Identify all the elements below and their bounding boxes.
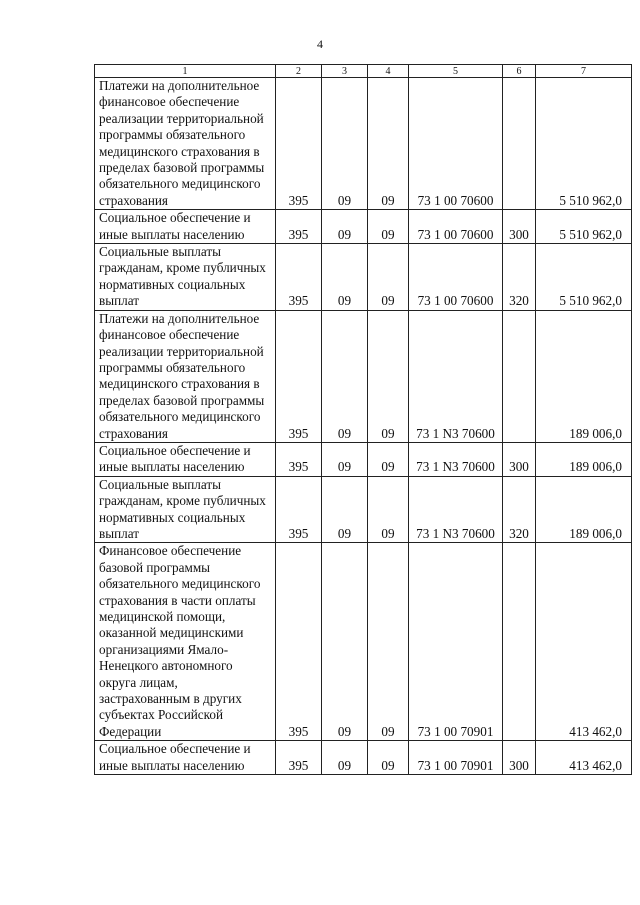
cell-target-article: 73 1 N3 70600 <box>409 310 503 442</box>
row-name: Социальные выплаты гражданам, кроме публичных нормативных социальных выплат <box>95 476 276 543</box>
table-row <box>95 310 632 442</box>
table-row <box>95 442 632 476</box>
cell-code-4: 09 <box>368 741 409 775</box>
cell-code-2: 395 <box>276 310 322 442</box>
cell-code-4: 09 <box>368 244 409 311</box>
cell-expense-type: 300 <box>503 741 536 775</box>
cell-amount: 189 006,0 <box>536 476 632 543</box>
cell-code-2: 395 <box>276 476 322 543</box>
cell-code-3: 09 <box>322 310 368 442</box>
cell-code-2: 395 <box>276 543 322 741</box>
table-row <box>95 476 632 543</box>
cell-expense-type: 300 <box>503 210 536 244</box>
cell-target-article: 73 1 N3 70600 <box>409 476 503 543</box>
table-row <box>95 210 632 244</box>
cell-target-article: 73 1 00 70901 <box>409 543 503 741</box>
cell-code-3: 09 <box>322 442 368 476</box>
cell-amount: 5 510 962,0 <box>536 244 632 311</box>
cell-code-2: 395 <box>276 442 322 476</box>
table-row <box>95 244 632 311</box>
cell-expense-type <box>503 543 536 741</box>
cell-target-article: 73 1 00 70600 <box>409 244 503 311</box>
column-header: 5 <box>409 65 503 78</box>
page-number: 4 <box>317 37 323 51</box>
cell-expense-type <box>503 78 536 210</box>
cell-amount: 5 510 962,0 <box>536 78 632 210</box>
cell-code-2: 395 <box>276 244 322 311</box>
column-header: 2 <box>276 65 322 78</box>
cell-code-4: 09 <box>368 310 409 442</box>
row-name: Социальное обеспечение и иные выплаты населению <box>95 210 276 244</box>
cell-code-3: 09 <box>322 741 368 775</box>
cell-expense-type: 320 <box>503 476 536 543</box>
cell-target-article: 73 1 00 70600 <box>409 78 503 210</box>
cell-code-4: 09 <box>368 543 409 741</box>
cell-code-3: 09 <box>322 476 368 543</box>
cell-code-3: 09 <box>322 543 368 741</box>
cell-amount: 189 006,0 <box>536 310 632 442</box>
cell-target-article: 73 1 00 70901 <box>409 741 503 775</box>
column-header: 6 <box>503 65 536 78</box>
cell-code-4: 09 <box>368 442 409 476</box>
budget-table <box>94 64 632 775</box>
cell-target-article: 73 1 N3 70600 <box>409 442 503 476</box>
column-header: 4 <box>368 65 409 78</box>
cell-expense-type <box>503 310 536 442</box>
column-header: 3 <box>322 65 368 78</box>
cell-code-3: 09 <box>322 78 368 210</box>
cell-code-3: 09 <box>322 210 368 244</box>
cell-amount: 189 006,0 <box>536 442 632 476</box>
column-header: 1 <box>95 65 276 78</box>
cell-code-4: 09 <box>368 476 409 543</box>
cell-code-2: 395 <box>276 741 322 775</box>
cell-expense-type: 300 <box>503 442 536 476</box>
cell-target-article: 73 1 00 70600 <box>409 210 503 244</box>
row-name: Финансовое обеспечение базовой программы обязательного медицинского страхования в части оплаты медицинской помощи, оказанной медицинскими организациями Ямало-Ненецкого автономного округа лицам, застрахованным в других субъектах Российской Федерации <box>95 543 276 741</box>
cell-amount: 413 462,0 <box>536 543 632 741</box>
cell-code-2: 395 <box>276 210 322 244</box>
cell-amount: 5 510 962,0 <box>536 210 632 244</box>
row-name: Платежи на дополнительное финансовое обеспечение реализации территориальной программы обязательного медицинского страхования в пределах базовой программы обязательного медицинского страхования <box>95 78 276 210</box>
cell-amount: 413 462,0 <box>536 741 632 775</box>
column-header: 7 <box>536 65 632 78</box>
row-name: Социальное обеспечение и иные выплаты населению <box>95 741 276 775</box>
row-name: Платежи на дополнительное финансовое обеспечение реализации территориальной программы обязательного медицинского страхования в пределах базовой программы обязательного медицинского страхования <box>95 310 276 442</box>
cell-code-2: 395 <box>276 78 322 210</box>
cell-expense-type: 320 <box>503 244 536 311</box>
cell-code-3: 09 <box>322 244 368 311</box>
row-name: Социальное обеспечение и иные выплаты населению <box>95 442 276 476</box>
row-name: Социальные выплаты гражданам, кроме публичных нормативных социальных выплат <box>95 244 276 311</box>
table-row <box>95 741 632 775</box>
cell-code-4: 09 <box>368 78 409 210</box>
table-row <box>95 78 632 210</box>
table-row <box>95 543 632 741</box>
header-row <box>95 65 632 78</box>
cell-code-4: 09 <box>368 210 409 244</box>
